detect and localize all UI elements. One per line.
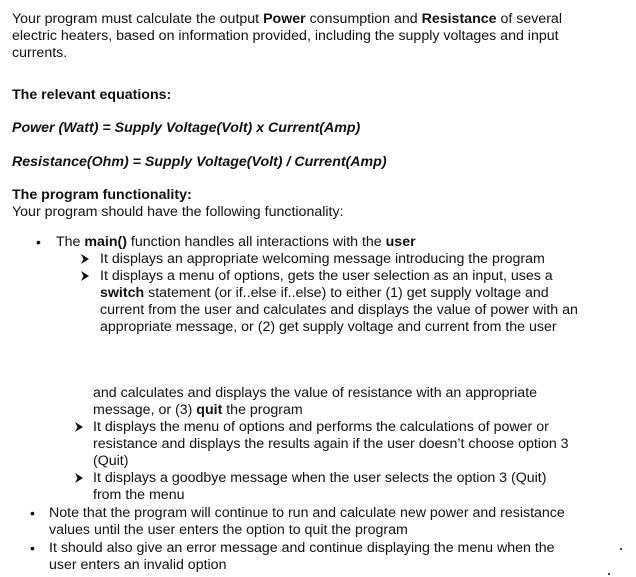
user-keyword: user	[385, 234, 416, 250]
bullet-icon: •	[36, 234, 41, 250]
equations-heading: The relevant equations:	[12, 87, 172, 103]
scan-mark	[608, 573, 610, 575]
resistance-equation: Resistance(Ohm) = Supply Voltage(Volt) / Current(Amp)	[12, 154, 387, 170]
main-item-text: function handles all interactions with the	[126, 234, 386, 250]
main-keyword: main()	[84, 234, 127, 250]
intro-text: of several	[496, 11, 562, 27]
functionality-heading: The program functionality:	[12, 187, 192, 203]
intro-text: Your program must calculate the output	[12, 11, 264, 27]
quit-keyword: quit	[196, 402, 223, 418]
sub-item-repeat-line-2: resistance and displays the results again if the user doesn’t choose option 3	[93, 436, 569, 452]
intro-line-2: electric heaters, based on information provided, including the supply voltages and input	[12, 28, 559, 44]
sub-item-menu-line-4: appropriate message, or (2) get supply voltage and current from the user	[100, 319, 557, 335]
sub-item-goodbye-line-1: It displays a goodbye message when the user selects the option 3 (Quit)	[93, 470, 547, 486]
sub-item-menu-line-2	[100, 285, 549, 302]
scan-mark	[620, 548, 622, 550]
sub-item-repeat-line-3: (Quit)	[93, 453, 129, 469]
note-continue-line-1: Note that the program will continue to run and calculate new power and resistance	[49, 505, 565, 521]
arrow-bullet-icon	[80, 253, 90, 265]
sub-item-repeat-line-1: It displays the menu of options and performs the calculations of power or	[93, 419, 549, 435]
bullet-icon: •	[30, 505, 35, 521]
note-error-line-2: user enters an invalid option	[49, 557, 227, 573]
arrow-bullet-icon	[74, 472, 84, 484]
sub-item-goodbye-line-2: from the menu	[93, 487, 185, 503]
intro-text: consumption and	[305, 11, 422, 27]
power-keyword: Power	[263, 11, 306, 27]
sub-item-welcome: It displays an appropriate welcoming message introducing the program	[100, 251, 545, 267]
note-error-line-1: It should also give an error message and continue displaying the menu when the	[49, 540, 555, 556]
main-item-text: The	[56, 234, 85, 250]
menu-text: statement (or if..else if..else) to either (1) get supply voltage and	[144, 285, 549, 301]
sub-item-menu-line-6	[93, 402, 303, 419]
menu-text: the program	[222, 402, 303, 418]
sub-item-menu-line-5: and calculates and displays the value of resistance with an appropriate	[93, 385, 538, 401]
switch-keyword: switch	[100, 285, 145, 301]
sub-item-menu-line-3: current from the user and calculates and displays the value of power with an	[100, 302, 578, 318]
main-function-item	[56, 234, 416, 251]
menu-text: message, or (3)	[93, 402, 197, 418]
note-continue-line-2: values until the user enters the option to quit the program	[49, 522, 408, 538]
resistance-keyword: Resistance	[421, 11, 497, 27]
intro-line-1	[12, 11, 562, 28]
functionality-subheading: Your program should have the following functionality:	[12, 204, 344, 220]
bullet-icon: •	[30, 540, 35, 556]
arrow-bullet-icon	[74, 421, 84, 433]
power-equation: Power (Watt) = Supply Voltage(Volt) x Current(Amp)	[12, 120, 361, 136]
arrow-bullet-icon	[80, 270, 90, 282]
sub-item-menu-line-1: It displays a menu of options, gets the user selection as an input, uses a	[100, 268, 553, 284]
intro-line-3: currents.	[12, 45, 68, 61]
